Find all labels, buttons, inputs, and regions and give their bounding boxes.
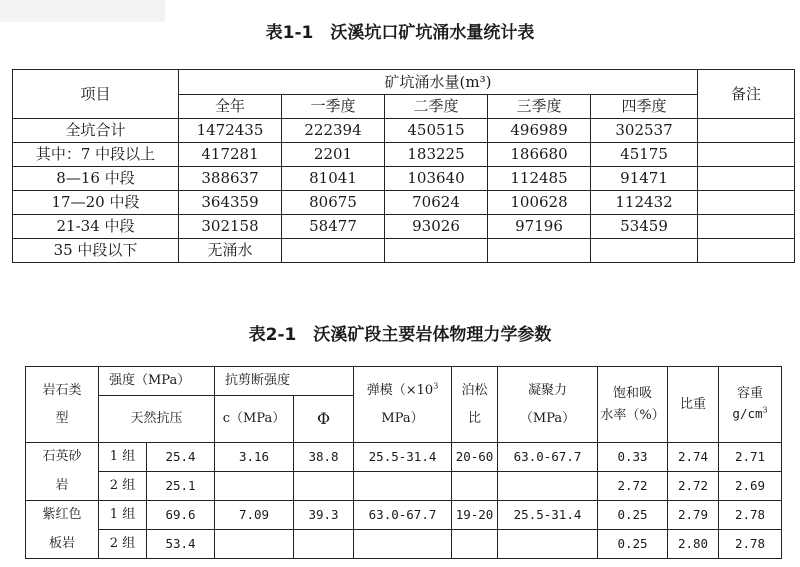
table-row — [26, 530, 782, 559]
cell-specific-gravity: 2.79 — [668, 501, 719, 530]
cell-value: 496989 — [488, 119, 591, 143]
cell-group: 2 组 — [99, 530, 147, 559]
header-cohesion — [498, 367, 598, 443]
cell-value: 91471 — [591, 167, 698, 191]
row-item: 其中：7 中段以上 — [13, 143, 179, 167]
cell-remark — [698, 239, 795, 263]
header-phi: Φ — [294, 396, 354, 443]
cell-compression: 25.1 — [147, 472, 215, 501]
cell-modulus — [354, 530, 452, 559]
cell-value: 388637 — [179, 167, 282, 191]
row-item: 全坑合计 — [13, 119, 179, 143]
cell-modulus: 25.5-31.4 — [354, 443, 452, 472]
cell-phi: 38.8 — [294, 443, 354, 472]
cell-c: 3.16 — [215, 443, 294, 472]
cell-value: 186680 — [488, 143, 591, 167]
cell-value: 1472435 — [179, 119, 282, 143]
row-item: 17—20 中段 — [13, 191, 179, 215]
header-item: 项目 — [13, 70, 179, 119]
header-specific-gravity: 比重 — [668, 367, 719, 443]
table-row — [13, 215, 795, 239]
cell-poisson — [452, 530, 498, 559]
header-modulus-line1: 弹模（×10 — [366, 382, 434, 398]
header-absorption — [598, 367, 668, 443]
cell-value: 183225 — [385, 143, 488, 167]
cell-group: 1 组 — [99, 443, 147, 472]
header-modulus — [354, 367, 452, 443]
cell-compression: 69.6 — [147, 501, 215, 530]
header-q2: 二季度 — [385, 95, 488, 119]
cell-unit-weight: 2.78 — [719, 501, 782, 530]
table2-title: 表2-1 沃溪矿段主要岩体物理力学参数 — [248, 325, 552, 345]
header-full-year: 全年 — [179, 95, 282, 119]
cell-value: 302158 — [179, 215, 282, 239]
table-row — [13, 167, 795, 191]
cell-unit-weight: 2.69 — [719, 472, 782, 501]
header-shear-strength: 抗剪断强度 — [215, 367, 354, 396]
cell-value: 302537 — [591, 119, 698, 143]
cell-value — [488, 239, 591, 263]
header-poisson — [452, 367, 498, 443]
cell-group: 2 组 — [99, 472, 147, 501]
cell-value: 112485 — [488, 167, 591, 191]
header-unit-weight-line1: 容重 — [737, 386, 764, 401]
cell-remark — [698, 215, 795, 239]
cell-poisson — [452, 472, 498, 501]
row-item: 8—16 中段 — [13, 167, 179, 191]
table-row — [13, 143, 795, 167]
header-cohesion-line2: （MPa） — [519, 410, 576, 426]
header-inflow-group: 矿坑涌水量(m³) — [179, 70, 698, 95]
cell-value: 364359 — [179, 191, 282, 215]
cell-cohesion — [498, 530, 598, 559]
cell-c: 7.09 — [215, 501, 294, 530]
header-absorption-line2: 水率（%） — [600, 407, 665, 423]
cell-value — [282, 239, 385, 263]
cell-value: 无涌水 — [179, 239, 282, 263]
cell-modulus: 63.0-67.7 — [354, 501, 452, 530]
cell-absorption: 0.25 — [598, 530, 668, 559]
cell-value — [591, 239, 698, 263]
rock-parameters-table — [25, 366, 782, 559]
cell-poisson: 20-60 — [452, 443, 498, 472]
header-c: c（MPa） — [215, 396, 294, 443]
cell-value: 112432 — [591, 191, 698, 215]
cell-modulus — [354, 472, 452, 501]
row-item: 21-34 中段 — [13, 215, 179, 239]
header-unit-weight-unit: g/cm — [732, 406, 763, 421]
cell-value: 93026 — [385, 215, 488, 239]
table-row — [26, 501, 782, 530]
header-poisson-line2: 比 — [468, 410, 482, 426]
cell-value: 80675 — [282, 191, 385, 215]
cell-cohesion — [498, 472, 598, 501]
rock-name: 板岩 — [26, 530, 99, 559]
cell-specific-gravity: 2.72 — [668, 472, 719, 501]
header-rock-type-line1: 岩石类 — [42, 382, 82, 398]
cell-phi — [294, 530, 354, 559]
cell-value: 2201 — [282, 143, 385, 167]
cell-compression: 53.4 — [147, 530, 215, 559]
header-modulus-line2: MPa） — [381, 410, 424, 426]
header-unit-weight-exp: 3 — [762, 405, 768, 415]
header-q1: 一季度 — [282, 95, 385, 119]
cell-unit-weight: 2.71 — [719, 443, 782, 472]
cell-value: 58477 — [282, 215, 385, 239]
table-row — [13, 191, 795, 215]
header-rock-type-line2: 型 — [55, 410, 69, 426]
cell-remark — [698, 167, 795, 191]
table-row — [26, 472, 782, 501]
cell-group: 1 组 — [99, 501, 147, 530]
water-inflow-table — [12, 69, 795, 263]
cell-value: 100628 — [488, 191, 591, 215]
cell-remark — [698, 119, 795, 143]
header-q3: 三季度 — [488, 95, 591, 119]
cell-specific-gravity: 2.74 — [668, 443, 719, 472]
cell-specific-gravity: 2.80 — [668, 530, 719, 559]
header-cohesion-line1: 凝聚力 — [528, 382, 568, 398]
cell-value: 103640 — [385, 167, 488, 191]
rock-name: 岩 — [26, 472, 99, 501]
cell-phi — [294, 472, 354, 501]
cell-poisson: 19-20 — [452, 501, 498, 530]
cell-phi: 39.3 — [294, 501, 354, 530]
cell-value: 81041 — [282, 167, 385, 191]
header-poisson-line1: 泊松 — [461, 382, 488, 398]
table-row — [26, 443, 782, 472]
cell-value: 70624 — [385, 191, 488, 215]
table-row — [13, 239, 795, 263]
header-absorption-line1: 饱和吸 — [613, 385, 653, 401]
header-strength: 强度（MPa） — [99, 367, 215, 396]
cell-value: 53459 — [591, 215, 698, 239]
header-unit-weight — [719, 367, 782, 443]
cell-absorption: 0.25 — [598, 501, 668, 530]
cell-compression: 25.4 — [147, 443, 215, 472]
row-item: 35 中段以下 — [13, 239, 179, 263]
cell-value: 450515 — [385, 119, 488, 143]
header-natural-compression: 天然抗压 — [99, 396, 215, 443]
cell-value: 222394 — [282, 119, 385, 143]
cell-absorption: 0.33 — [598, 443, 668, 472]
cell-value: 97196 — [488, 215, 591, 239]
cell-remark — [698, 143, 795, 167]
header-rock-type — [26, 367, 99, 443]
cell-absorption: 2.72 — [598, 472, 668, 501]
table1-title: 表1-1 沃溪坑口矿坑涌水量统计表 — [265, 23, 535, 43]
rock-name: 石英砂 — [26, 443, 99, 472]
cell-unit-weight: 2.78 — [719, 530, 782, 559]
cell-remark — [698, 191, 795, 215]
cell-value: 417281 — [179, 143, 282, 167]
cell-c — [215, 530, 294, 559]
cell-cohesion: 63.0-67.7 — [498, 443, 598, 472]
header-remark: 备注 — [698, 70, 795, 119]
header-q4: 四季度 — [591, 95, 698, 119]
cell-value — [385, 239, 488, 263]
cell-cohesion: 25.5-31.4 — [498, 501, 598, 530]
cell-c — [215, 472, 294, 501]
table-row — [13, 119, 795, 143]
header-modulus-exp: 3 — [433, 381, 439, 391]
rock-name: 紫红色 — [26, 501, 99, 530]
cell-value: 45175 — [591, 143, 698, 167]
